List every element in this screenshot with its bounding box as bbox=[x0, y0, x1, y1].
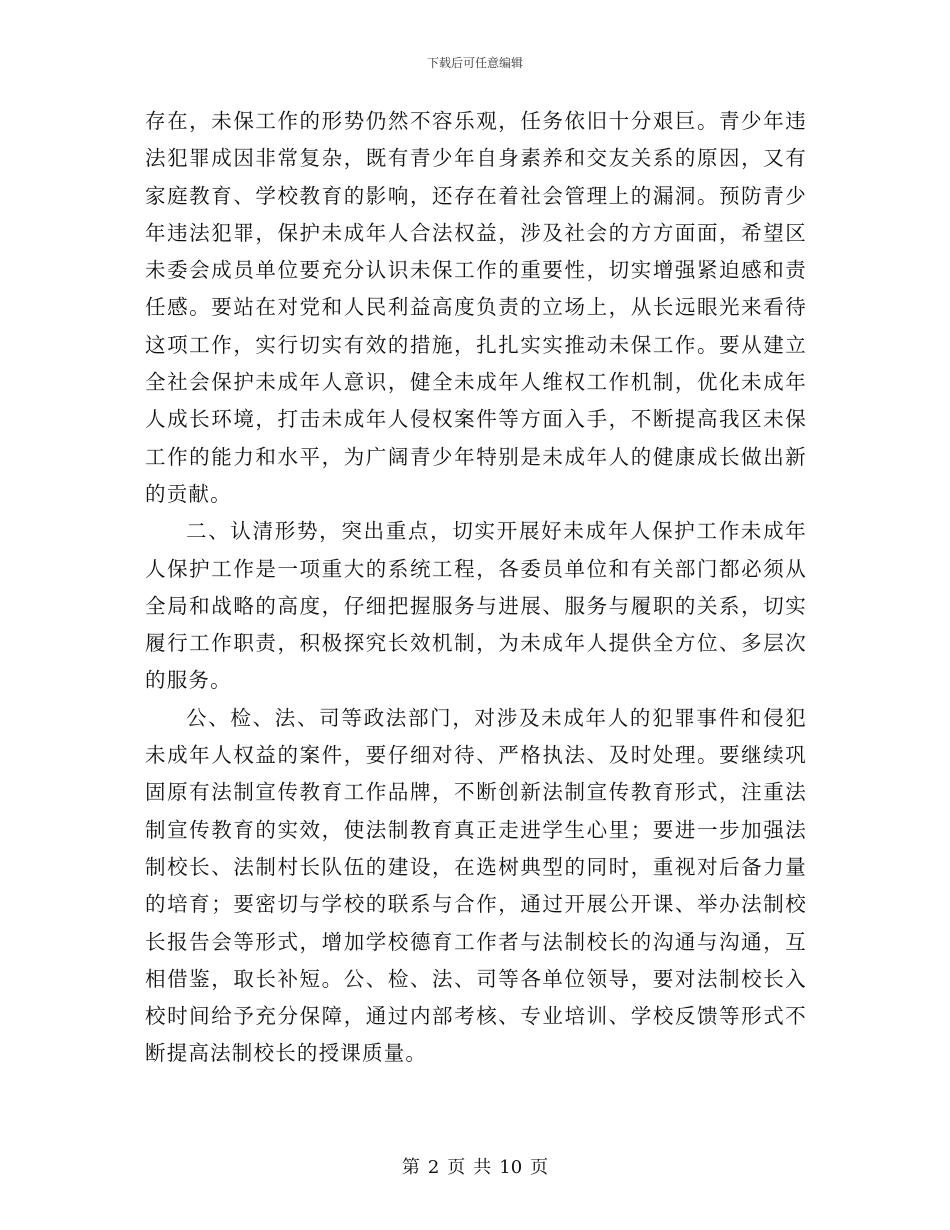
footer-suffix: 页 bbox=[530, 1157, 549, 1178]
footer-prefix: 第 bbox=[401, 1157, 420, 1178]
paragraph-1: 存在，未保工作的形势仍然不容乐观，任务依旧十分艰巨。青少年违法犯罪成因非常复杂，既有青少年自身素养和交友关系的原因，又有家庭教育、学校教育的影响，还存在着社会管理上的漏洞。预防青少年违法犯罪，保护未成年人合法权益，涉及社会的方方面面，希望区未委会成员单位要充分认识未保工作的重要性，切实增强紧迫感和责任感。要站在对党和人民利益高度负责的立场上，从长远眼光来看待这项工作，实行切实有效的措施，扎扎实实推动未保工作。要从建立全社会保护未成年人意识，健全未成年人维权工作机制，优化未成年人成长环境，打击未成年人侵权案件等方面入手，不断提高我区未保工作的能力和水平，为广阔青少年特别是未成年人的健康成长做出新的贡献。 bbox=[145, 109, 807, 506]
footer-current-page: 2 bbox=[427, 1157, 440, 1178]
footer-page-word: 页 bbox=[447, 1157, 466, 1178]
paragraph-3: 公、检、法、司等政法部门，对涉及未成年人的犯罪事件和侵犯未成年人权益的案件，要仔细对待、严格执法、及时处理。要继续巩固原有法制宣传教育工作品牌，不断创新法制宣传教育形式，注重法制宣传教育的实效，使法制教育真正走进学生心里；要进一步加强法制校长、法制村长队伍的建设，在选树典型的同时，重视对后备力量的培育；要密切与学校的联系与合作，通过开展公开课、举办法制校长报告会等形式，增加学校德育工作者与法制校长的沟通与沟通，互相借鉴，取长补短。公、检、法、司等各单位领导，要对法制校长入校时间给予充分保障，通过内部考核、专业培训、学校反馈等形式不断提高法制校长的授课质量。 bbox=[145, 705, 807, 1066]
header-note: 下载后可任意编辑 bbox=[426, 56, 523, 70]
document-body bbox=[145, 103, 807, 1073]
footer-total-pages: 10 bbox=[499, 1157, 523, 1178]
page-footer bbox=[0, 1153, 950, 1179]
paragraph-2: 二、认清形势，突出重点，切实开展好未成年人保护工作未成年人保护工作是一项重大的系统工程，各委员单位和有关部门都必须从全局和战略的高度，仔细把握服务与进展、服务与履职的关系，切实履行工作职责，积极探究长效机制，为未成年人提供全方位、多层次的服务。 bbox=[145, 519, 807, 693]
footer-total-word: 共 bbox=[473, 1157, 492, 1178]
